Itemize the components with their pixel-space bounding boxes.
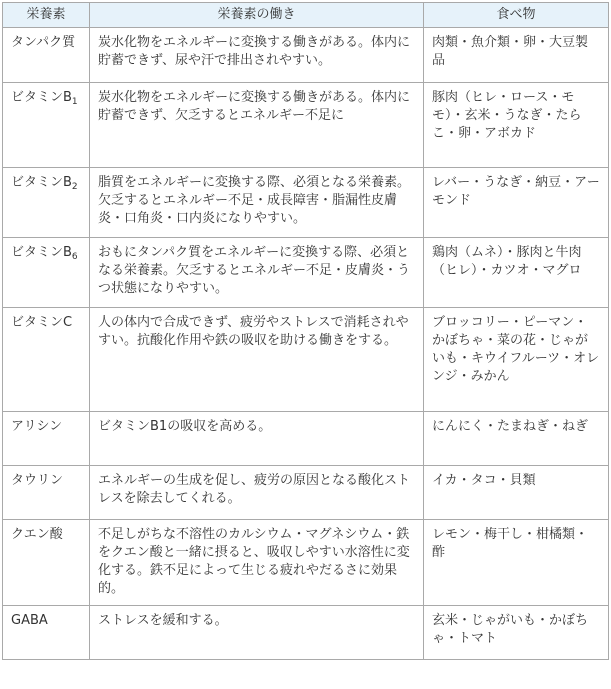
nutrient-name: ビタミンC: [3, 308, 90, 412]
table-row: [3, 168, 609, 238]
nutrient-foods: 豚肉（ヒレ・ロース・モモ）・玄米・うなぎ・たらこ・卵・アボカド: [424, 83, 609, 168]
nutrient-name: ビタミン$B_2$: [3, 168, 90, 238]
nutrient-function: 脂質をエネルギーに変換する際、必須となる栄養素。欠乏するとエネルギー不足・成長障害・脂漏性皮膚炎・口角炎・口内炎になりやすい。: [90, 168, 424, 238]
nutrient-name: GABA: [3, 606, 90, 660]
nutrient-foods: 肉類・魚介類・卵・大豆製品: [424, 28, 609, 83]
nutrient-foods: レバー・うなぎ・納豆・アーモンド: [424, 168, 609, 238]
nutrient-function: 不足しがちな不溶性のカルシウム・マグネシウム・鉄をクエン酸と一緒に摂ると、吸収しやすい水溶性に変化する。鉄不足によって生じる疲れやだるさに効果的。: [90, 520, 424, 606]
nutrient-foods: ブロッコリー・ピーマン・かぼちゃ・菜の花・じゃがいも・キウイフルーツ・オレンジ・みかん: [424, 308, 609, 412]
nutrient-name: タンパク質: [3, 28, 90, 83]
nutrient-name: ビタミン$B_1$: [3, 83, 90, 168]
nutrient-name: タウリン: [3, 466, 90, 520]
nutrient-foods: 玄米・じゃがいも・かぼちゃ・トマト: [424, 606, 609, 660]
table-row: [3, 412, 609, 466]
header-nutrient: 栄養素: [3, 3, 90, 28]
nutrient-function: 人の体内で合成できず、疲労やストレスで消耗されやすい。抗酸化作用や鉄の吸収を助ける働きをする。: [90, 308, 424, 412]
nutrient-function: おもにタンパク質をエネルギーに変換する際、必須となる栄養素。欠乏するとエネルギー不足・皮膚炎・うつ状態になりやすい。: [90, 238, 424, 308]
header-foods: 食べ物: [424, 3, 609, 28]
nutrient-foods: レモン・梅干し・柑橘類・酢: [424, 520, 609, 606]
header-function: 栄養素の働き: [90, 3, 424, 28]
nutrient-function: ビタミンB1の吸収を高める。: [90, 412, 424, 466]
nutrient-table: [2, 2, 609, 660]
table-row: [3, 238, 609, 308]
table-header-row: [3, 3, 609, 28]
table-row: [3, 83, 609, 168]
nutrient-name: アリシン: [3, 412, 90, 466]
table-row: [3, 606, 609, 660]
nutrient-foods: 鶏肉（ムネ）・豚肉と牛肉（ヒレ）・カツオ・マグロ: [424, 238, 609, 308]
nutrient-foods: にんにく・たまねぎ・ねぎ: [424, 412, 609, 466]
nutrient-name: クエン酸: [3, 520, 90, 606]
table-row: [3, 308, 609, 412]
table-row: [3, 520, 609, 606]
nutrient-name: ビタミン$B_6$: [3, 238, 90, 308]
nutrient-function: エネルギーの生成を促し、疲労の原因となる酸化ストレスを除去してくれる。: [90, 466, 424, 520]
table-row: [3, 28, 609, 83]
nutrient-function: 炭水化物をエネルギーに変換する働きがある。体内に貯蓄できず、欠乏するとエネルギー不足に: [90, 83, 424, 168]
nutrient-function: 炭水化物をエネルギーに変換する働きがある。体内に貯蓄できず、尿や汗で排出されやすい。: [90, 28, 424, 83]
nutrient-foods: イカ・タコ・貝類: [424, 466, 609, 520]
table-row: [3, 466, 609, 520]
nutrient-function: ストレスを緩和する。: [90, 606, 424, 660]
